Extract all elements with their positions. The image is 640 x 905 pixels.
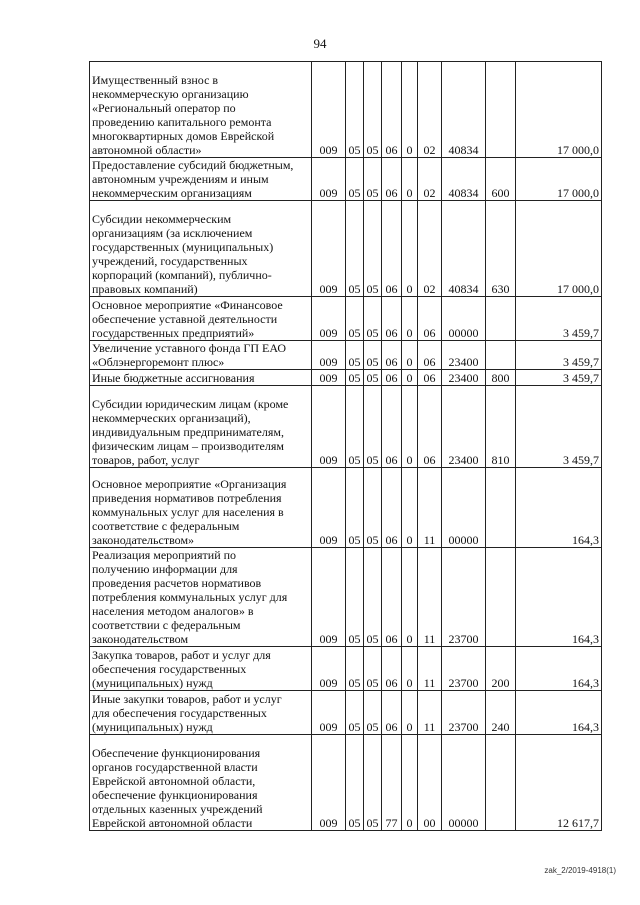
cell-direction: 23700 [442,691,486,735]
cell-kind [486,341,516,370]
cell-kind [486,735,516,831]
cell-sub: 0 [402,201,418,297]
row-name-line: индивидуальным предпринимателям, [92,425,284,439]
row-name-line: (муниципальных) нужд [92,720,213,734]
cell-kind [486,62,516,158]
row-name-line: проведению капитального ремонта [92,115,272,129]
cell-ministry: 009 [312,370,346,386]
row-name-line: Основное мероприятие «Организация [92,477,287,491]
cell-kind [486,468,516,548]
row-name-line: получению информации для [92,562,238,576]
cell-ministry: 009 [312,386,346,468]
row-name [90,647,312,691]
cell-ministry: 009 [312,158,346,201]
row-name-line: коммунальных услуг для населения в [92,505,284,519]
cell-ministry: 009 [312,735,346,831]
cell-section: 05 [346,691,364,735]
cell-direction: 23400 [442,386,486,468]
cell-ministry: 009 [312,691,346,735]
table-row [90,62,602,158]
cell-main: 06 [418,370,442,386]
cell-program: 06 [382,341,402,370]
cell-amount: 164,3 [516,647,602,691]
cell-direction: 40834 [442,201,486,297]
row-name-line: (муниципальных) нужд [92,676,213,690]
table-row [90,468,602,548]
cell-program: 06 [382,468,402,548]
row-name-line: «Региональный оператор по [92,101,236,115]
cell-amount: 3 459,7 [516,297,602,341]
cell-section: 05 [346,201,364,297]
table-row [90,297,602,341]
cell-kind: 600 [486,158,516,201]
table-row [90,691,602,735]
cell-main: 02 [418,158,442,201]
cell-kind: 240 [486,691,516,735]
row-name-line: Субсидии юридическим лицам (кроме [92,397,289,411]
row-name-line: населения методом аналогов» в [92,604,254,618]
cell-direction: 23700 [442,647,486,691]
row-name-line: отдельных казенных учреждений [92,802,263,816]
cell-direction: 00000 [442,468,486,548]
cell-direction: 23400 [442,341,486,370]
row-name-line: Обеспечение функционирования [92,746,261,760]
cell-section: 05 [346,386,364,468]
cell-main: 11 [418,691,442,735]
cell-main: 02 [418,201,442,297]
table-row [90,370,602,386]
row-name [90,548,312,647]
row-name [90,370,312,386]
cell-main: 02 [418,62,442,158]
cell-program: 77 [382,735,402,831]
row-name-line: законодательством [92,632,189,646]
row-name-line: Имущественный взнос в [92,73,219,87]
table-row [90,386,602,468]
cell-program: 06 [382,158,402,201]
row-name [90,468,312,548]
cell-subsection: 05 [364,647,382,691]
cell-kind [486,297,516,341]
cell-sub: 0 [402,158,418,201]
cell-section: 05 [346,341,364,370]
cell-section: 05 [346,647,364,691]
row-name-line: Реализация мероприятий по [92,548,237,562]
cell-program: 06 [382,647,402,691]
row-name-line: корпораций (компаний), публично- [92,268,272,282]
cell-sub: 0 [402,735,418,831]
cell-section: 05 [346,297,364,341]
row-name-line: Еврейской автономной области [92,816,253,830]
cell-direction: 23400 [442,370,486,386]
row-name-line: некоммерческих организаций), [92,411,251,425]
cell-kind: 200 [486,647,516,691]
cell-program: 06 [382,62,402,158]
row-name-line: Предоставление субсидий бюджетным, [92,158,294,172]
row-name-line: обеспечение функционирования [92,788,258,802]
row-name-line: Иные бюджетные ассигнования [92,371,255,385]
cell-subsection: 05 [364,735,382,831]
cell-sub: 0 [402,341,418,370]
row-name [90,297,312,341]
cell-sub: 0 [402,370,418,386]
row-name [90,341,312,370]
document-code: zak_2/2019-4918(1) [544,866,616,875]
row-name-line: товаров, работ, услуг [92,453,200,467]
row-name-line: государственных предприятий» [92,326,255,340]
cell-ministry: 009 [312,201,346,297]
cell-subsection: 05 [364,370,382,386]
table-row [90,201,602,297]
row-name-line: проведения расчетов нормативов [92,576,262,590]
cell-direction: 40834 [442,62,486,158]
cell-program: 06 [382,370,402,386]
row-name-line: автономным учреждениям и иным [92,172,269,186]
row-name-line: Закупка товаров, работ и услуг для [92,648,271,662]
row-name [90,158,312,201]
table-row [90,158,602,201]
cell-section: 05 [346,468,364,548]
cell-section: 05 [346,548,364,647]
cell-direction: 23700 [442,548,486,647]
cell-ministry: 009 [312,297,346,341]
row-name-line: «Облэнергоремонт плюс» [92,355,225,369]
row-name-line: автономной области» [92,143,202,157]
cell-amount: 3 459,7 [516,341,602,370]
cell-amount: 12 617,7 [516,735,602,831]
table-row [90,341,602,370]
row-name-line: организациям (за исключением [92,226,253,240]
cell-sub: 0 [402,548,418,647]
row-name [90,62,312,158]
cell-ministry: 009 [312,647,346,691]
cell-main: 06 [418,297,442,341]
cell-subsection: 05 [364,297,382,341]
cell-subsection: 05 [364,201,382,297]
cell-section: 05 [346,735,364,831]
cell-section: 05 [346,370,364,386]
cell-amount: 164,3 [516,548,602,647]
cell-direction: 00000 [442,297,486,341]
cell-amount: 164,3 [516,468,602,548]
row-name [90,386,312,468]
row-name-line: Иные закупки товаров, работ и услуг [92,692,282,706]
row-name-line: законодательством» [92,533,195,547]
cell-amount: 17 000,0 [516,62,602,158]
page-number: 94 [313,36,327,51]
table-row [90,548,602,647]
row-name-line: органов государственной власти [92,760,258,774]
cell-main: 06 [418,341,442,370]
cell-subsection: 05 [364,62,382,158]
cell-amount: 164,3 [516,691,602,735]
cell-ministry: 009 [312,341,346,370]
row-name-line: для обеспечения государственных [92,706,267,720]
cell-main: 11 [418,468,442,548]
row-name-line: Увеличение уставного фонда ГП ЕАО [92,341,287,355]
cell-kind: 630 [486,201,516,297]
row-name-line: физическим лицам – производителям [92,439,284,453]
row-name-line: учреждений, государственных [92,254,248,268]
cell-direction: 40834 [442,158,486,201]
row-name-line: соответствие с федеральным [92,519,240,533]
cell-main: 11 [418,647,442,691]
cell-program: 06 [382,201,402,297]
row-name-line: потребления коммунальных услуг для [92,590,288,604]
row-name [90,735,312,831]
cell-amount: 3 459,7 [516,370,602,386]
row-name-line: некоммерческую организацию [92,87,249,101]
cell-section: 05 [346,62,364,158]
row-name-line: обеспечения государственных [92,662,247,676]
row-name-line: государственных (муниципальных) [92,240,274,254]
cell-ministry: 009 [312,468,346,548]
budget-table [89,61,602,831]
cell-sub: 0 [402,691,418,735]
cell-program: 06 [382,297,402,341]
row-name-line: соответствии с федеральным [92,618,241,632]
cell-ministry: 009 [312,62,346,158]
cell-main: 06 [418,386,442,468]
cell-direction: 00000 [442,735,486,831]
cell-sub: 0 [402,386,418,468]
cell-amount: 17 000,0 [516,201,602,297]
cell-main: 00 [418,735,442,831]
cell-subsection: 05 [364,341,382,370]
cell-main: 11 [418,548,442,647]
row-name-line: Основное мероприятие «Финансовое [92,298,283,312]
row-name [90,201,312,297]
row-name-line: Еврейской автономной области, [92,774,256,788]
cell-amount: 17 000,0 [516,158,602,201]
cell-ministry: 009 [312,548,346,647]
cell-program: 06 [382,386,402,468]
row-name-line: многоквартирных домов Еврейской [92,129,275,143]
row-name-line: обеспечение уставной деятельности [92,312,278,326]
table-row [90,735,602,831]
cell-subsection: 05 [364,158,382,201]
cell-subsection: 05 [364,548,382,647]
cell-amount: 3 459,7 [516,386,602,468]
cell-program: 06 [382,548,402,647]
cell-sub: 0 [402,297,418,341]
cell-program: 06 [382,691,402,735]
cell-sub: 0 [402,647,418,691]
row-name-line: приведения нормативов потребления [92,491,282,505]
cell-kind: 810 [486,386,516,468]
row-name [90,691,312,735]
cell-subsection: 05 [364,386,382,468]
cell-sub: 0 [402,62,418,158]
table-row [90,647,602,691]
row-name-line: Субсидии некоммерческим [92,212,232,226]
cell-section: 05 [346,158,364,201]
cell-subsection: 05 [364,691,382,735]
cell-subsection: 05 [364,468,382,548]
cell-kind: 800 [486,370,516,386]
row-name-line: некоммерческим организациям [92,186,252,200]
row-name-line: правовых компаний) [92,282,198,296]
cell-kind [486,548,516,647]
cell-sub: 0 [402,468,418,548]
